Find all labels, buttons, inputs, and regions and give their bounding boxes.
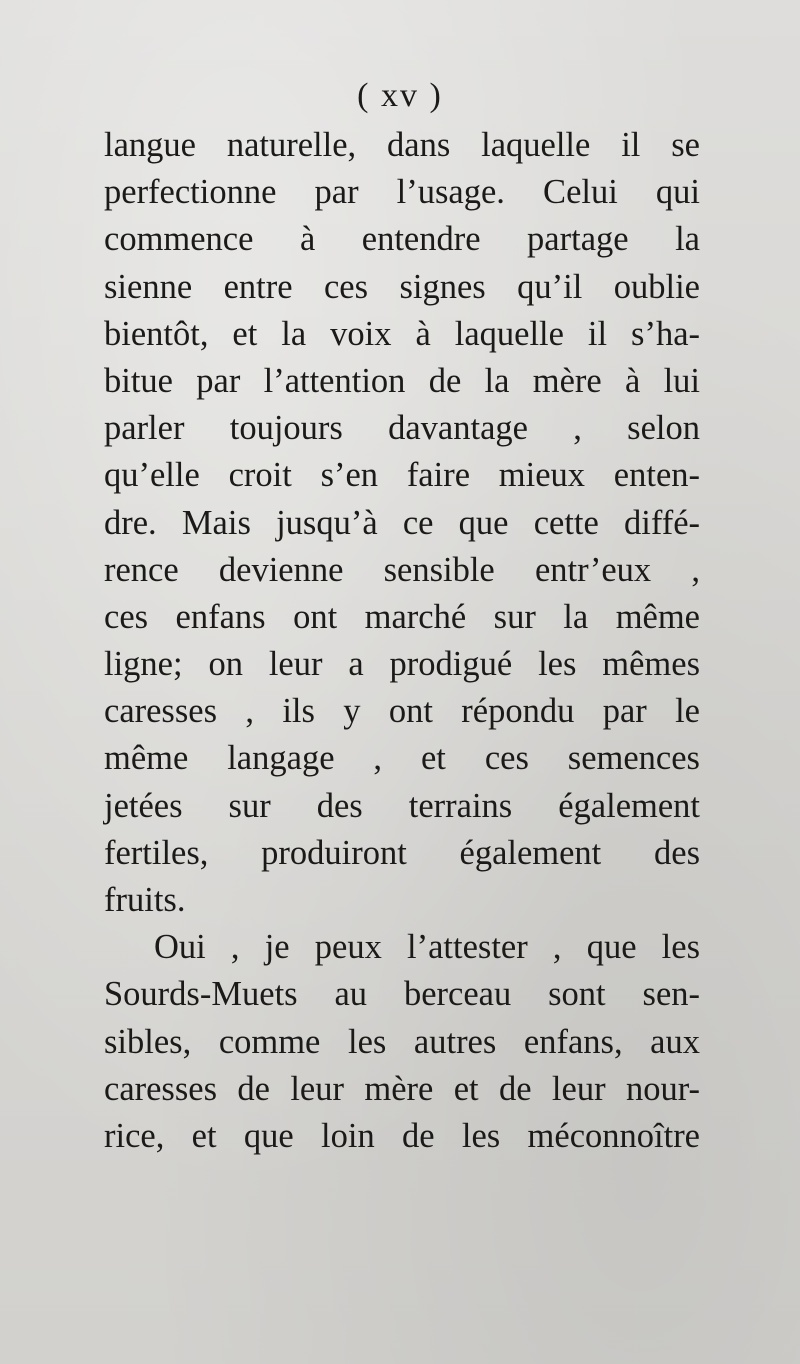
text-line: bitue par l’attention de la mère à lui [104, 361, 700, 400]
text-line: sibles, comme les autres enfans, aux [104, 1022, 700, 1061]
text-line: fruits. [104, 881, 186, 919]
text-line: rice, et que loin de les méconnoître [104, 1116, 700, 1155]
text-line: langue naturelle, dans laquelle il se [104, 126, 700, 164]
page-number-header: ( xv ) [357, 77, 443, 114]
text-line: Sourds-Muets au berceau sont sen- [104, 975, 700, 1014]
text-line: rence devienne sensible entr’eux , [104, 550, 700, 589]
text-line: jetées sur des terrains également [104, 786, 700, 825]
text-line: dre. Mais jusqu’à ce que cette diffé- [104, 503, 700, 542]
text-line: caresses , ils y ont répondu par le [104, 692, 700, 731]
text-line: commence à entendre partage la [104, 220, 700, 259]
text-line: caresses de leur mère et de leur nour- [104, 1069, 700, 1108]
text-line: bientôt, et la voix à laquelle il s’ha- [104, 314, 700, 353]
paragraph-start-line: Oui , je peux l’attester , que les [154, 928, 700, 967]
body-text [104, 122, 700, 1160]
text-line: parler toujours davantage , selon [104, 409, 700, 448]
text-line: perfectionne par l’usage. Celui qui [104, 173, 700, 212]
text-line: ligne; on leur a prodigué les mêmes [104, 645, 700, 684]
text-line: qu’elle croit s’en faire mieux enten- [104, 456, 700, 495]
text-line: même langage , et ces semences [104, 739, 700, 778]
text-line: fertiles, produiront également des [104, 833, 700, 872]
text-line: ces enfans ont marché sur la même [104, 597, 700, 636]
text-line: sienne entre ces signes qu’il oublie [104, 267, 700, 306]
